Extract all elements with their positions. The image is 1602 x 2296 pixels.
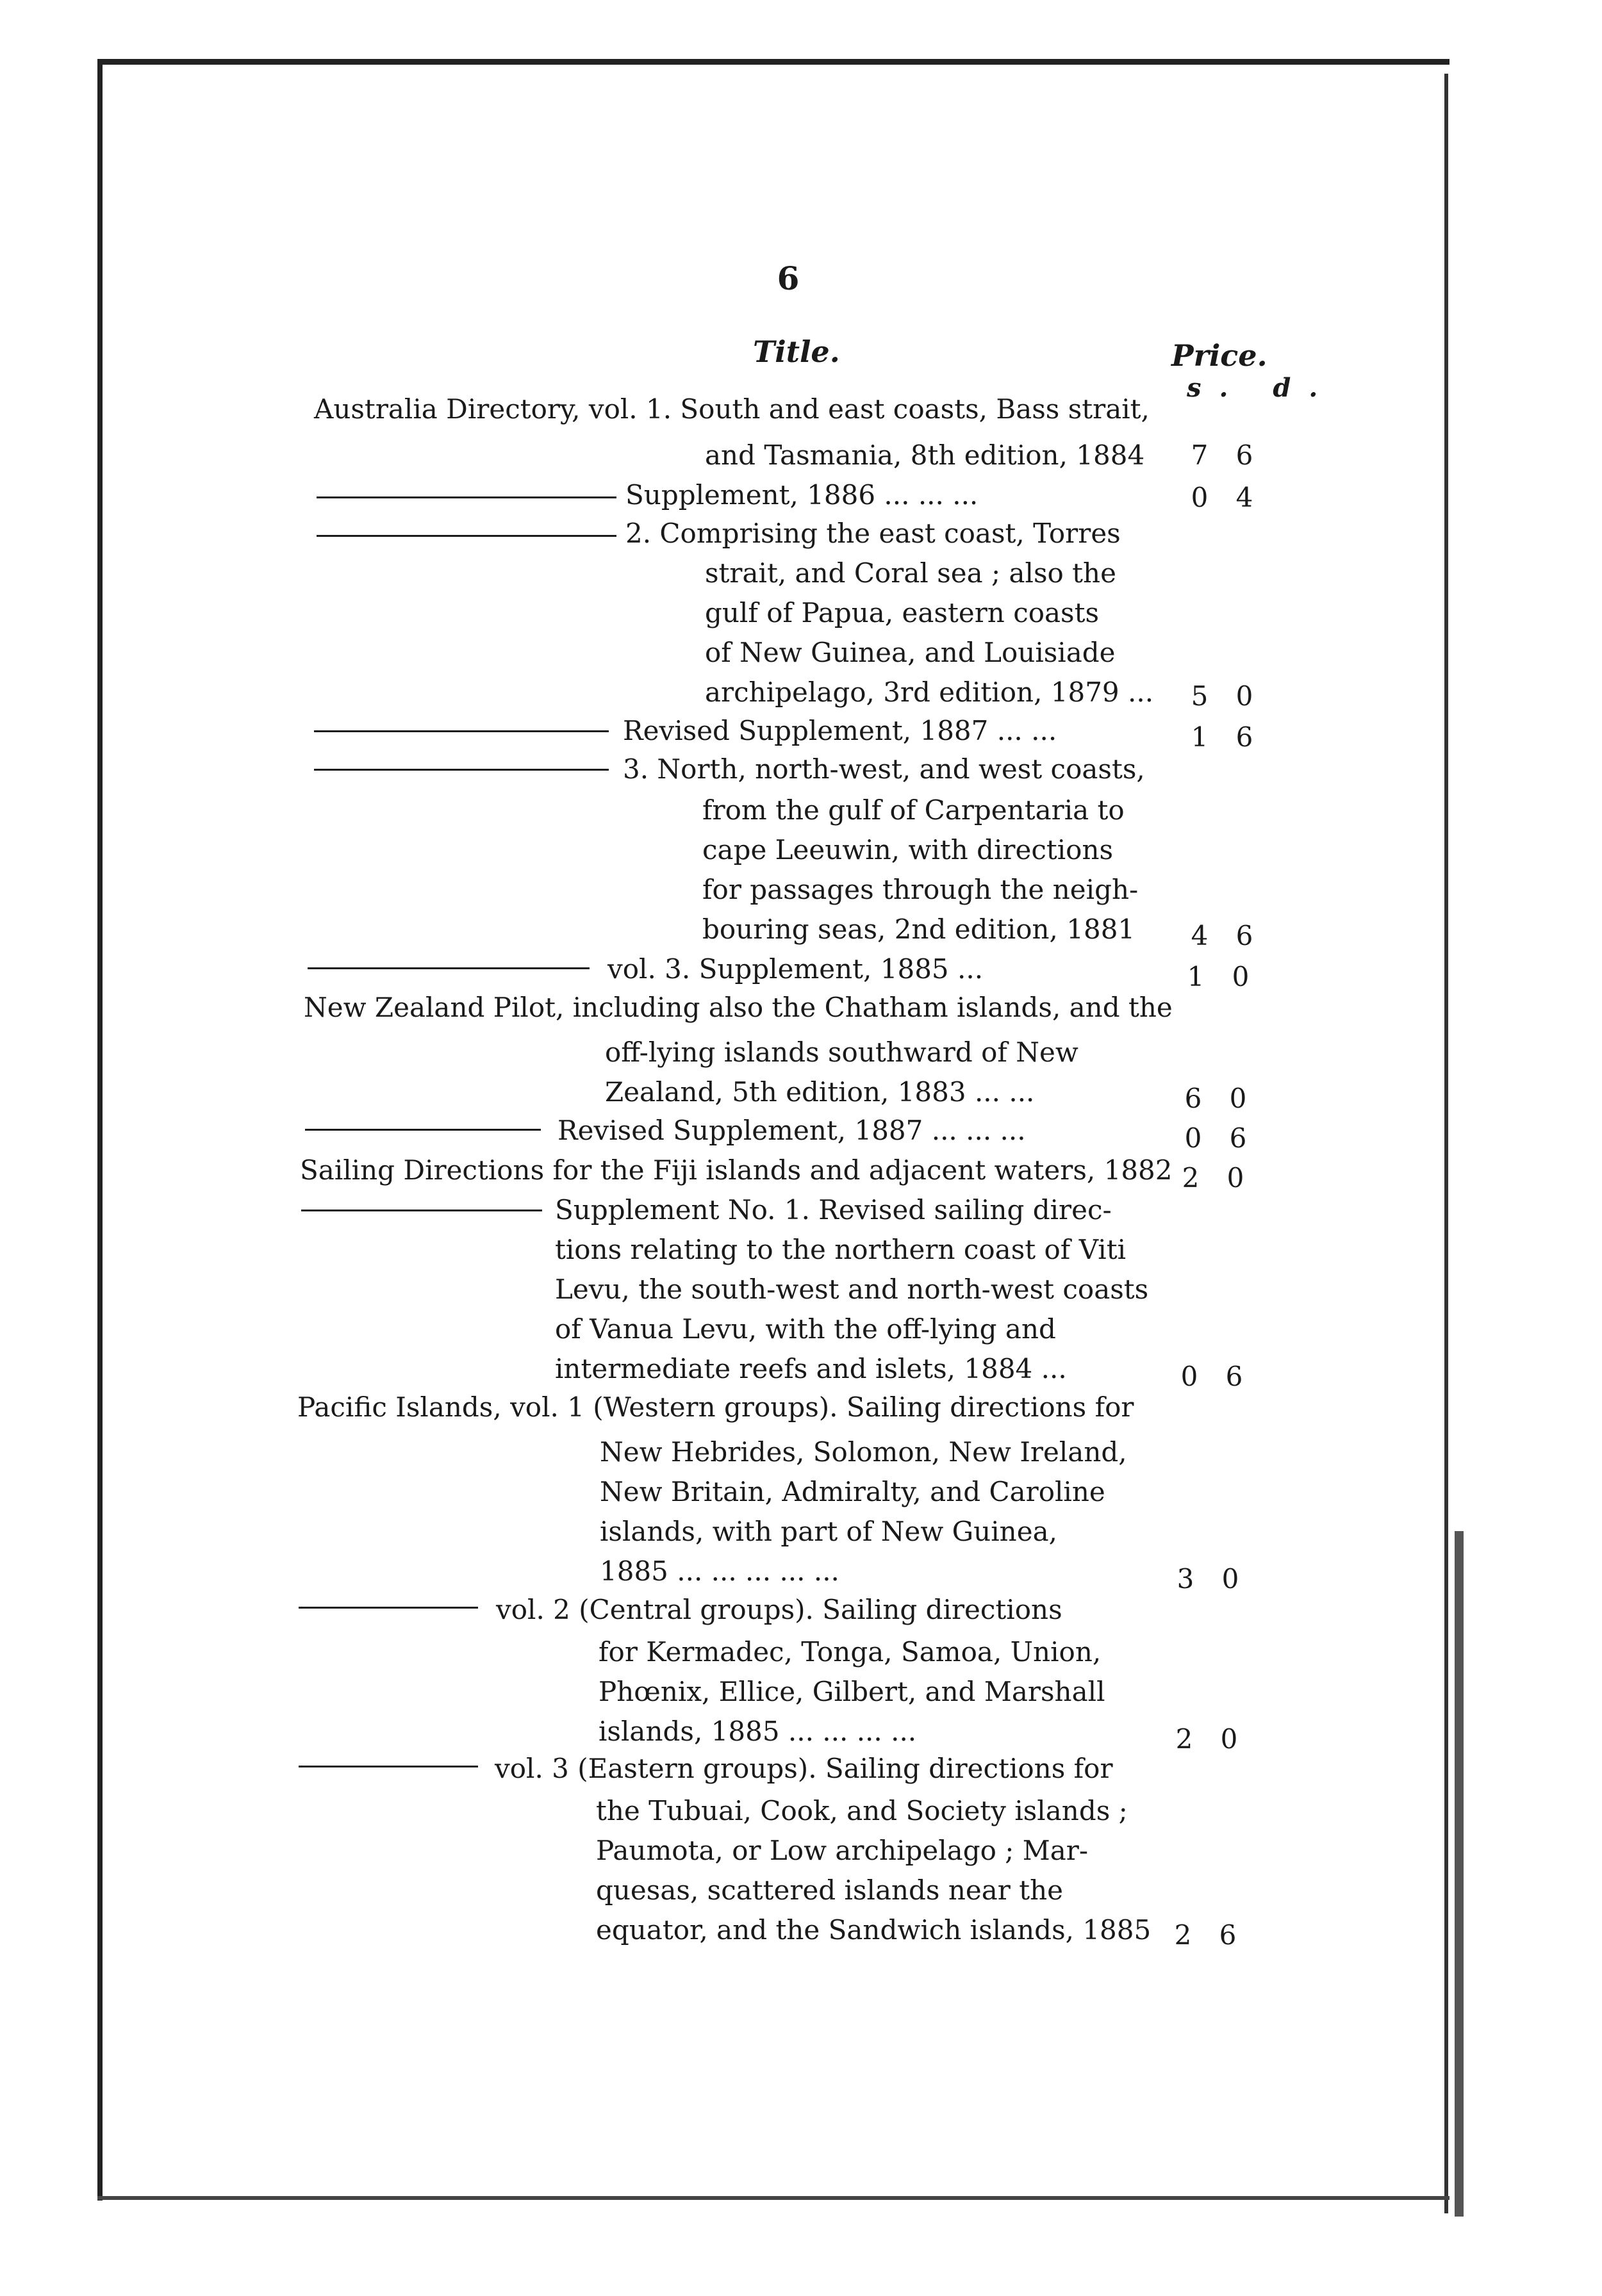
entry-line: tions relating to the northern coast of Viti (555, 1234, 1127, 1265)
entry-line: gulf of Papua, eastern coasts (705, 597, 1100, 628)
price-shillings: 1 (1187, 961, 1205, 992)
entry-line: vol. 3. Supplement, 1885 ... (607, 953, 984, 985)
price-shillings: 2 (1175, 1723, 1193, 1755)
entry-line: Paumota, or Low archipelago ; Mar- (596, 1835, 1089, 1866)
entry-line: quesas, scattered islands near the (596, 1874, 1063, 1906)
entry-line: strait, and Coral sea ; also the (705, 557, 1116, 589)
price-pence: 6 (1235, 721, 1253, 753)
page-number: 6 (777, 259, 800, 297)
entry-line: for Kermadec, Tonga, Samoa, Union, (599, 1636, 1102, 1668)
price-shillings: 6 (1184, 1083, 1202, 1114)
price-pence: 6 (1225, 1361, 1243, 1392)
price-pence: 0 (1232, 961, 1250, 992)
entry-line: of Vanua Levu, with the off-lying and (555, 1313, 1056, 1345)
page-border-left (97, 61, 103, 2201)
entry-line: vol. 3 (Eastern groups). Sailing directions for (495, 1753, 1113, 1784)
entry-line: archipelago, 3rd edition, 1879 ... (705, 676, 1154, 708)
price-pence: 6 (1219, 1919, 1237, 1951)
price-pence: 6 (1235, 920, 1253, 951)
entry-line: islands, with part of New Guinea, (600, 1516, 1057, 1547)
price-shillings: 4 (1191, 920, 1209, 951)
entry-line: for passages through the neigh- (702, 874, 1139, 905)
price-shillings: 7 (1191, 439, 1209, 471)
entry-line: 2. Comprising the east coast, Torres (625, 518, 1121, 549)
price-shillings: 3 (1177, 1563, 1194, 1595)
entry-line: and Tasmania, 8th edition, 1884 (705, 439, 1145, 471)
ditto-dash (299, 1607, 478, 1609)
entry-line: 1885 ... ... ... ... ... (600, 1555, 839, 1587)
entry-line: equator, and the Sandwich islands, 1885 (596, 1914, 1152, 1946)
page-border-top (97, 59, 1449, 65)
page-border-right (1444, 74, 1448, 2213)
title-column-header: Title. (753, 334, 840, 369)
entry-line: Revised Supplement, 1887 ... ... (623, 715, 1057, 746)
entry-line: Australia Directory, vol. 1. South and east coasts, Bass strait, (314, 393, 1150, 425)
entry-line: Zealand, 5th edition, 1883 ... ... (605, 1076, 1035, 1108)
price-shillings: 0 (1184, 1122, 1202, 1154)
ditto-dash (308, 967, 590, 969)
price-pence: 6 (1235, 439, 1253, 471)
entry-line: Phœnix, Ellice, Gilbert, and Marshall (599, 1676, 1105, 1707)
entry-line: from the gulf of Carpentaria to (702, 794, 1125, 826)
page-edge-shadow (1455, 1531, 1464, 2217)
entry-line: Revised Supplement, 1887 ... ... ... (557, 1115, 1026, 1146)
entry-line: New Hebrides, Solomon, New Ireland, (600, 1436, 1127, 1468)
price-shillings: 2 (1182, 1162, 1200, 1193)
ditto-dash (299, 1766, 478, 1767)
ditto-dash (317, 496, 616, 498)
entry-line: Levu, the south-west and north-west coasts (555, 1274, 1149, 1305)
entry-line: Sailing Directions for the Fiji islands and adjacent waters, 1882 (300, 1154, 1173, 1186)
price-pence: 6 (1229, 1122, 1247, 1154)
price-shillings: 2 (1174, 1919, 1192, 1951)
entry-line: cape Leeuwin, with directions (702, 834, 1114, 865)
ditto-dash (314, 769, 609, 771)
entry-line: off-lying islands southward of New (605, 1037, 1078, 1068)
ditto-dash (314, 730, 609, 732)
price-pence: 0 (1221, 1563, 1239, 1595)
entry-line: the Tubuai, Cook, and Society islands ; (596, 1795, 1128, 1826)
entry-line: 3. North, north-west, and west coasts, (623, 753, 1145, 785)
entry-line: Supplement, 1886 ... ... ... (625, 479, 979, 511)
entry-line: of New Guinea, and Louisiade (705, 637, 1116, 668)
entry-line: islands, 1885 ... ... ... ... (599, 1716, 917, 1747)
price-shillings: 0 (1191, 482, 1209, 513)
entry-line: New Britain, Admiralty, and Caroline (600, 1476, 1105, 1507)
entry-line: intermediate reefs and islets, 1884 ... (555, 1353, 1067, 1384)
entry-line: Supplement No. 1. Revised sailing direc- (555, 1194, 1112, 1226)
price-shillings: 5 (1191, 680, 1209, 712)
price-pence: 0 (1226, 1162, 1244, 1193)
price-shillings: 0 (1180, 1361, 1198, 1392)
price-shillings: 1 (1191, 721, 1209, 753)
price-pence: 0 (1229, 1083, 1247, 1114)
entry-line: New Zealand Pilot, including also the Chatham islands, and the (304, 992, 1173, 1023)
price-column-header: Price. (1171, 338, 1268, 373)
entry-line: vol. 2 (Central groups). Sailing directions (496, 1594, 1062, 1625)
price-pence: 4 (1235, 482, 1253, 513)
entry-line: bouring seas, 2nd edition, 1881 (702, 914, 1135, 945)
ditto-dash (305, 1129, 541, 1131)
shillings-pence-header: s. d. (1187, 373, 1336, 403)
entry-line: Pacific Islands, vol. 1 (Western groups). Sailing directions for (297, 1391, 1134, 1423)
ditto-dash (317, 535, 616, 537)
price-pence: 0 (1235, 680, 1253, 712)
price-pence: 0 (1220, 1723, 1238, 1755)
ditto-dash (301, 1210, 542, 1211)
page-border-bottom (97, 2196, 1449, 2200)
